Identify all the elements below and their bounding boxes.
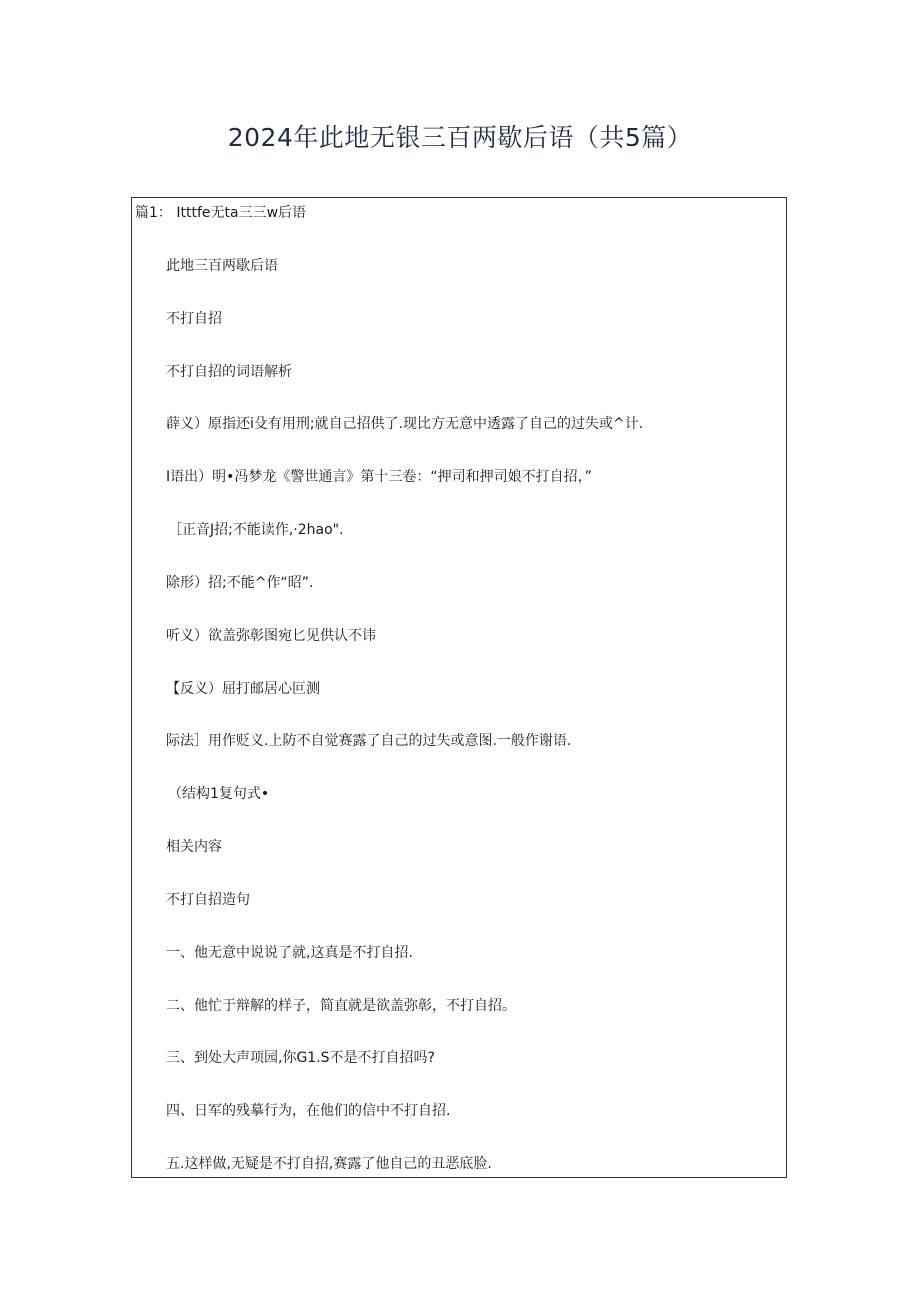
text-line: 四、日军的残摹行为，在他们的信中不打自招.	[166, 1103, 451, 1119]
text-line: 相关内容	[166, 839, 222, 855]
text-line: 二、他忙于辩解的样子，简直就是欲盖弥彰，不打自招。	[166, 998, 516, 1014]
document-title: 2024年此地无银三百两歇后语（共5篇）	[227, 123, 693, 152]
text-line: 听义）欲盖弥彰图宛匕见供认不讳	[166, 628, 376, 644]
text-line: ［正音J招;不能读作,·2hao".	[168, 522, 344, 538]
text-line: 五.这样做,无疑是不打自招,赛露了他自己的丑恶底脸.	[166, 1156, 492, 1172]
text-line: 此地三百两歇后语	[166, 258, 278, 274]
text-line: 三、到处大声项园,你G1.S不是不打自招吗?	[166, 1050, 435, 1066]
section-heading: 篇1： Itttfe无ta三三w后语	[135, 205, 307, 221]
text-line: 际法］用作贬义.上防不自觉赛露了自己的过失或意图.一般作谢语.	[166, 733, 572, 749]
text-line: I语出）明•冯梦龙《警世通言》第十三卷：“押司和押司娘不打自招，”	[166, 469, 592, 485]
content-box	[131, 197, 787, 1178]
text-line: 薜义）原指还i殳有用刑;就自己招供了.现比方无意中透露了自己的过失或^计.	[166, 416, 644, 432]
text-line: 不打自招	[166, 311, 222, 327]
text-line: 除形）招;不能^作“昭”.	[166, 575, 314, 591]
text-line: 不打自招的词语解析	[166, 364, 292, 380]
text-line: （结构1复句式•	[168, 786, 270, 802]
text-line: 【反义）屈打邮居心叵测	[166, 681, 320, 697]
text-line: 一、他无意中说说了就,这真是不打自招.	[166, 945, 413, 961]
text-line: 不打自招造句	[166, 892, 250, 908]
